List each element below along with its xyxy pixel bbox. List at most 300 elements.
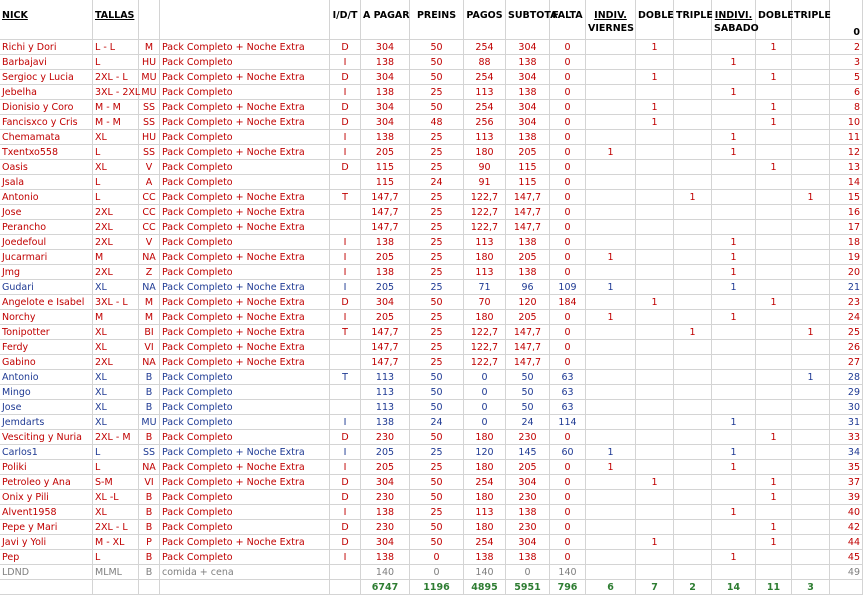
cell-n[interactable]: 34 xyxy=(830,445,863,460)
cell-pack[interactable]: Pack Completo + Noche Extra xyxy=(160,250,330,265)
cell-ts[interactable] xyxy=(792,445,830,460)
cell-iv[interactable] xyxy=(586,100,636,115)
cell-pack[interactable]: Pack Completo + Noche Extra xyxy=(160,445,330,460)
cell-n[interactable]: 16 xyxy=(830,205,863,220)
cell-preins[interactable]: 25 xyxy=(410,310,464,325)
cell-pack[interactable]: Pack Completo xyxy=(160,160,330,175)
cell-subtota[interactable]: 50 xyxy=(506,400,550,415)
cell-idt[interactable]: I xyxy=(330,505,361,520)
cell-nick[interactable]: Javi y Yoli xyxy=(0,535,93,550)
cell-falta[interactable]: 0 xyxy=(550,430,586,445)
cell-idt[interactable]: D xyxy=(330,535,361,550)
cell-tv[interactable] xyxy=(674,520,712,535)
cell-falta[interactable]: 0 xyxy=(550,160,586,175)
cell-pack[interactable]: Pack Completo xyxy=(160,85,330,100)
cell-iv[interactable] xyxy=(586,475,636,490)
cell-idt[interactable]: I xyxy=(330,550,361,565)
cell-is[interactable]: 1 xyxy=(712,550,756,565)
cell-n[interactable]: 24 xyxy=(830,310,863,325)
cell-pagos[interactable]: 0 xyxy=(464,370,506,385)
cell-preins[interactable]: 25 xyxy=(410,250,464,265)
cell-is[interactable]: 1 xyxy=(712,250,756,265)
cell-n[interactable]: 3 xyxy=(830,55,863,70)
cell-nick[interactable]: Txentxo558 xyxy=(0,145,93,160)
cell-preins[interactable]: 50 xyxy=(410,520,464,535)
cell-preins[interactable]: 25 xyxy=(410,130,464,145)
cell-n[interactable]: 44 xyxy=(830,535,863,550)
cell-talla[interactable]: 2XL - L xyxy=(93,520,139,535)
cell-nick[interactable]: Norchy xyxy=(0,310,93,325)
cell-nick[interactable]: Pepe y Mari xyxy=(0,520,93,535)
cell-tv[interactable] xyxy=(674,205,712,220)
cell-n[interactable]: 27 xyxy=(830,355,863,370)
cell-is[interactable] xyxy=(712,535,756,550)
cell-subtota[interactable]: 138 xyxy=(506,130,550,145)
cell-talla[interactable]: 2XL xyxy=(93,220,139,235)
cell-pagos[interactable]: 180 xyxy=(464,460,506,475)
cell-ds[interactable] xyxy=(756,550,792,565)
cell-talla[interactable]: XL xyxy=(93,370,139,385)
cell-ds[interactable]: 1 xyxy=(756,430,792,445)
cell-pagos[interactable]: 254 xyxy=(464,475,506,490)
cell-idt[interactable]: I xyxy=(330,445,361,460)
cell-subtota[interactable]: 145 xyxy=(506,445,550,460)
cell-subtota[interactable]: 205 xyxy=(506,460,550,475)
cell-is[interactable] xyxy=(712,340,756,355)
cell-falta[interactable]: 63 xyxy=(550,400,586,415)
cell-pack[interactable]: Pack Completo xyxy=(160,175,330,190)
cell-dv[interactable] xyxy=(636,160,674,175)
cell-n[interactable]: 30 xyxy=(830,400,863,415)
cell-idt[interactable]: D xyxy=(330,100,361,115)
cell-falta[interactable]: 0 xyxy=(550,505,586,520)
cell-n[interactable]: 23 xyxy=(830,295,863,310)
cell-iv[interactable]: 1 xyxy=(586,145,636,160)
cell-apagar[interactable]: 304 xyxy=(361,535,410,550)
cell-nick[interactable]: Jebelha xyxy=(0,85,93,100)
cell-ts[interactable] xyxy=(792,220,830,235)
cell-apagar[interactable]: 113 xyxy=(361,385,410,400)
cell-c[interactable]: SS xyxy=(139,145,160,160)
cell-subtota[interactable]: 147,7 xyxy=(506,190,550,205)
cell-ds[interactable]: 1 xyxy=(756,475,792,490)
cell-c[interactable]: HU xyxy=(139,130,160,145)
cell-talla[interactable]: XL xyxy=(93,415,139,430)
cell-apagar[interactable]: 138 xyxy=(361,505,410,520)
cell-iv[interactable]: 1 xyxy=(586,445,636,460)
cell-subtota[interactable]: 50 xyxy=(506,370,550,385)
col-triple-viernes-header[interactable]: TRIPLE xyxy=(674,0,712,40)
cell-is[interactable]: 1 xyxy=(712,265,756,280)
cell-idt[interactable]: T xyxy=(330,190,361,205)
cell-dv[interactable]: 1 xyxy=(636,295,674,310)
cell-dv[interactable] xyxy=(636,550,674,565)
cell-n[interactable]: 40 xyxy=(830,505,863,520)
cell-ts[interactable] xyxy=(792,505,830,520)
cell-apagar[interactable]: 304 xyxy=(361,295,410,310)
cell-c[interactable]: B xyxy=(139,505,160,520)
cell-ds[interactable]: 1 xyxy=(756,40,792,55)
cell-subtota[interactable]: 138 xyxy=(506,550,550,565)
col-apagar-header[interactable]: A PAGAR xyxy=(361,0,410,40)
cell-subtota[interactable]: 147,7 xyxy=(506,220,550,235)
cell-tv[interactable] xyxy=(674,415,712,430)
cell-nick[interactable]: Joedefoul xyxy=(0,235,93,250)
cell-c[interactable]: B xyxy=(139,400,160,415)
cell-iv[interactable] xyxy=(586,40,636,55)
cell-is[interactable] xyxy=(712,100,756,115)
cell-ds[interactable] xyxy=(756,250,792,265)
cell-preins[interactable]: 50 xyxy=(410,295,464,310)
cell-falta[interactable]: 0 xyxy=(550,550,586,565)
cell-talla[interactable]: XL xyxy=(93,340,139,355)
cell-ds[interactable] xyxy=(756,130,792,145)
cell-ds[interactable]: 1 xyxy=(756,295,792,310)
cell-c[interactable]: SS xyxy=(139,115,160,130)
cell-dv[interactable] xyxy=(636,520,674,535)
cell-tv[interactable] xyxy=(674,460,712,475)
cell-nick[interactable]: Alvent1958 xyxy=(0,505,93,520)
cell-pagos[interactable]: 113 xyxy=(464,130,506,145)
cell-c[interactable]: NA xyxy=(139,250,160,265)
cell-idt[interactable]: T xyxy=(330,325,361,340)
cell-n[interactable]: 42 xyxy=(830,520,863,535)
cell-tv[interactable] xyxy=(674,85,712,100)
cell-apagar[interactable]: 304 xyxy=(361,100,410,115)
cell-falta[interactable]: 0 xyxy=(550,535,586,550)
cell-nick[interactable]: Onix y Pili xyxy=(0,490,93,505)
cell-nick[interactable]: Barbajavi xyxy=(0,55,93,70)
cell-talla[interactable]: XL xyxy=(93,130,139,145)
cell-pack[interactable]: Pack Completo + Noche Extra xyxy=(160,295,330,310)
cell-subtota[interactable]: 304 xyxy=(506,100,550,115)
cell-ds[interactable] xyxy=(756,325,792,340)
cell-iv[interactable] xyxy=(586,85,636,100)
cell-iv[interactable] xyxy=(586,505,636,520)
cell-subtota[interactable]: 304 xyxy=(506,40,550,55)
cell-iv[interactable] xyxy=(586,265,636,280)
cell-is[interactable] xyxy=(712,520,756,535)
cell-talla[interactable]: 2XL xyxy=(93,265,139,280)
cell-ds[interactable]: 1 xyxy=(756,70,792,85)
cell-ts[interactable] xyxy=(792,205,830,220)
cell-dv[interactable]: 1 xyxy=(636,475,674,490)
cell-apagar[interactable]: 147,7 xyxy=(361,205,410,220)
cell-pagos[interactable]: 180 xyxy=(464,490,506,505)
cell-subtota[interactable]: 147,7 xyxy=(506,325,550,340)
cell-falta[interactable]: 184 xyxy=(550,295,586,310)
cell-apagar[interactable]: 147,7 xyxy=(361,190,410,205)
cell-c[interactable]: MU xyxy=(139,70,160,85)
col-indiv-sabado-header[interactable] xyxy=(712,0,759,40)
total-is[interactable]: 14 xyxy=(712,580,756,595)
total-dv[interactable]: 7 xyxy=(636,580,674,595)
cell-nick[interactable]: Sergioc y Lucia xyxy=(0,70,93,85)
cell-is[interactable]: 1 xyxy=(712,85,756,100)
cell-iv[interactable] xyxy=(586,190,636,205)
cell-pack[interactable]: Pack Completo xyxy=(160,385,330,400)
cell-idt[interactable]: D xyxy=(330,295,361,310)
cell-pagos[interactable]: 254 xyxy=(464,535,506,550)
total-talla[interactable] xyxy=(93,580,139,595)
total-preins[interactable]: 1196 xyxy=(410,580,464,595)
cell-idt[interactable]: D xyxy=(330,70,361,85)
cell-ds[interactable]: 1 xyxy=(756,490,792,505)
cell-pack[interactable]: Pack Completo + Noche Extra xyxy=(160,100,330,115)
cell-ds[interactable] xyxy=(756,385,792,400)
cell-n[interactable]: 8 xyxy=(830,100,863,115)
cell-dv[interactable] xyxy=(636,400,674,415)
cell-tv[interactable] xyxy=(674,490,712,505)
cell-tv[interactable] xyxy=(674,160,712,175)
cell-n[interactable]: 6 xyxy=(830,85,863,100)
col-doble-viernes-header[interactable]: DOBLE xyxy=(636,0,674,40)
cell-idt[interactable]: I xyxy=(330,130,361,145)
cell-c[interactable]: A xyxy=(139,175,160,190)
cell-pack[interactable]: Pack Completo + Noche Extra xyxy=(160,460,330,475)
cell-is[interactable]: 1 xyxy=(712,55,756,70)
cell-apagar[interactable]: 138 xyxy=(361,130,410,145)
col-code-header[interactable] xyxy=(139,0,160,40)
cell-pagos[interactable]: 180 xyxy=(464,520,506,535)
total-n[interactable] xyxy=(830,580,863,595)
cell-pagos[interactable]: 113 xyxy=(464,265,506,280)
cell-nick[interactable]: Antonio xyxy=(0,190,93,205)
cell-dv[interactable] xyxy=(636,385,674,400)
cell-iv[interactable] xyxy=(586,205,636,220)
cell-falta[interactable]: 63 xyxy=(550,385,586,400)
cell-pagos[interactable]: 113 xyxy=(464,85,506,100)
cell-talla[interactable]: 2XL xyxy=(93,235,139,250)
cell-tv[interactable] xyxy=(674,475,712,490)
cell-c[interactable]: SS xyxy=(139,445,160,460)
cell-talla[interactable]: L xyxy=(93,55,139,70)
cell-preins[interactable]: 24 xyxy=(410,175,464,190)
cell-pagos[interactable]: 0 xyxy=(464,385,506,400)
cell-n[interactable]: 12 xyxy=(830,145,863,160)
cell-is[interactable]: 1 xyxy=(712,415,756,430)
cell-is[interactable] xyxy=(712,295,756,310)
cell-pagos[interactable]: 122,7 xyxy=(464,340,506,355)
cell-n[interactable]: 5 xyxy=(830,70,863,85)
cell-idt[interactable]: I xyxy=(330,280,361,295)
cell-subtota[interactable]: 205 xyxy=(506,250,550,265)
cell-is[interactable] xyxy=(712,430,756,445)
cell-subtota[interactable]: 138 xyxy=(506,85,550,100)
cell-ts[interactable] xyxy=(792,130,830,145)
cell-preins[interactable]: 25 xyxy=(410,280,464,295)
cell-apagar[interactable]: 138 xyxy=(361,550,410,565)
cell-apagar[interactable]: 140 xyxy=(361,565,410,580)
cell-falta[interactable]: 0 xyxy=(550,115,586,130)
cell-falta[interactable]: 109 xyxy=(550,280,586,295)
cell-preins[interactable]: 24 xyxy=(410,415,464,430)
cell-ts[interactable] xyxy=(792,85,830,100)
cell-ds[interactable]: 1 xyxy=(756,535,792,550)
cell-is[interactable]: 1 xyxy=(712,130,756,145)
cell-ds[interactable]: 1 xyxy=(756,100,792,115)
cell-ds[interactable] xyxy=(756,460,792,475)
cell-tv[interactable] xyxy=(674,550,712,565)
cell-preins[interactable]: 25 xyxy=(410,355,464,370)
cell-idt[interactable] xyxy=(330,205,361,220)
cell-iv[interactable] xyxy=(586,55,636,70)
cell-apagar[interactable]: 230 xyxy=(361,490,410,505)
cell-c[interactable]: B xyxy=(139,520,160,535)
cell-subtota[interactable]: 96 xyxy=(506,280,550,295)
cell-subtota[interactable]: 304 xyxy=(506,475,550,490)
cell-ds[interactable] xyxy=(756,85,792,100)
cell-pack[interactable]: Pack Completo + Noche Extra xyxy=(160,535,330,550)
cell-falta[interactable]: 0 xyxy=(550,70,586,85)
cell-preins[interactable]: 25 xyxy=(410,190,464,205)
cell-nick[interactable]: Tonipotter xyxy=(0,325,93,340)
cell-pack[interactable]: Pack Completo xyxy=(160,235,330,250)
cell-tv[interactable] xyxy=(674,265,712,280)
cell-ts[interactable] xyxy=(792,175,830,190)
cell-dv[interactable] xyxy=(636,460,674,475)
cell-n[interactable]: 19 xyxy=(830,250,863,265)
cell-tv[interactable] xyxy=(674,145,712,160)
col-preins-header[interactable]: PREINS xyxy=(410,0,464,40)
cell-iv[interactable] xyxy=(586,490,636,505)
cell-falta[interactable]: 0 xyxy=(550,475,586,490)
col-doble-sabado-header[interactable]: DOBLE xyxy=(756,0,792,40)
total-nick[interactable] xyxy=(0,580,93,595)
cell-idt[interactable] xyxy=(330,355,361,370)
cell-talla[interactable]: 2XL xyxy=(93,355,139,370)
cell-tv[interactable] xyxy=(674,70,712,85)
cell-pagos[interactable]: 180 xyxy=(464,430,506,445)
cell-falta[interactable]: 60 xyxy=(550,445,586,460)
total-tv[interactable]: 2 xyxy=(674,580,712,595)
cell-c[interactable]: M xyxy=(139,310,160,325)
cell-ts[interactable]: 1 xyxy=(792,190,830,205)
cell-ds[interactable] xyxy=(756,415,792,430)
cell-tv[interactable] xyxy=(674,445,712,460)
cell-ts[interactable] xyxy=(792,520,830,535)
cell-pack[interactable]: Pack Completo xyxy=(160,130,330,145)
cell-c[interactable]: CC xyxy=(139,205,160,220)
cell-preins[interactable]: 50 xyxy=(410,490,464,505)
cell-pagos[interactable]: 122,7 xyxy=(464,325,506,340)
cell-preins[interactable]: 25 xyxy=(410,445,464,460)
cell-ds[interactable]: 1 xyxy=(756,115,792,130)
total-iv[interactable]: 6 xyxy=(586,580,636,595)
cell-subtota[interactable]: 205 xyxy=(506,310,550,325)
cell-dv[interactable]: 1 xyxy=(636,535,674,550)
cell-pack[interactable]: Pack Completo + Noche Extra xyxy=(160,340,330,355)
cell-falta[interactable]: 0 xyxy=(550,205,586,220)
cell-nick[interactable]: Richi y Dori xyxy=(0,40,93,55)
cell-tv[interactable] xyxy=(674,175,712,190)
cell-pack[interactable]: Pack Completo xyxy=(160,490,330,505)
cell-talla[interactable]: XL xyxy=(93,400,139,415)
cell-talla[interactable]: L - L xyxy=(93,40,139,55)
cell-ds[interactable] xyxy=(756,190,792,205)
cell-pagos[interactable]: 140 xyxy=(464,565,506,580)
cell-dv[interactable] xyxy=(636,145,674,160)
cell-c[interactable]: V xyxy=(139,160,160,175)
cell-nick[interactable]: Jose xyxy=(0,205,93,220)
cell-talla[interactable]: 2XL xyxy=(93,205,139,220)
cell-dv[interactable] xyxy=(636,415,674,430)
cell-pack[interactable]: Pack Completo + Noche Extra xyxy=(160,355,330,370)
cell-is[interactable] xyxy=(712,325,756,340)
cell-preins[interactable]: 25 xyxy=(410,505,464,520)
cell-n[interactable]: 29 xyxy=(830,385,863,400)
cell-talla[interactable]: L xyxy=(93,190,139,205)
cell-iv[interactable] xyxy=(586,235,636,250)
cell-c[interactable]: Z xyxy=(139,265,160,280)
cell-talla[interactable]: 3XL - L xyxy=(93,295,139,310)
cell-n[interactable]: 35 xyxy=(830,460,863,475)
cell-falta[interactable]: 114 xyxy=(550,415,586,430)
cell-idt[interactable]: D xyxy=(330,115,361,130)
cell-nick[interactable]: Gabino xyxy=(0,355,93,370)
cell-ts[interactable] xyxy=(792,415,830,430)
cell-preins[interactable]: 50 xyxy=(410,430,464,445)
cell-pagos[interactable]: 122,7 xyxy=(464,355,506,370)
cell-nick[interactable]: Jucarmari xyxy=(0,250,93,265)
cell-ts[interactable] xyxy=(792,340,830,355)
cell-tv[interactable] xyxy=(674,55,712,70)
cell-c[interactable]: V xyxy=(139,235,160,250)
cell-n[interactable]: 13 xyxy=(830,160,863,175)
cell-apagar[interactable]: 147,7 xyxy=(361,220,410,235)
cell-talla[interactable]: 2XL - M xyxy=(93,430,139,445)
cell-talla[interactable]: M xyxy=(93,250,139,265)
cell-pagos[interactable]: 254 xyxy=(464,70,506,85)
total-falta[interactable]: 796 xyxy=(550,580,586,595)
cell-pagos[interactable]: 180 xyxy=(464,145,506,160)
cell-n[interactable]: 11 xyxy=(830,130,863,145)
cell-ds[interactable] xyxy=(756,235,792,250)
cell-is[interactable] xyxy=(712,475,756,490)
cell-ts[interactable] xyxy=(792,460,830,475)
cell-nick[interactable]: Perancho xyxy=(0,220,93,235)
cell-ts[interactable] xyxy=(792,115,830,130)
cell-subtota[interactable]: 115 xyxy=(506,160,550,175)
cell-idt[interactable]: I xyxy=(330,145,361,160)
cell-preins[interactable]: 50 xyxy=(410,475,464,490)
cell-apagar[interactable]: 205 xyxy=(361,310,410,325)
cell-ts[interactable] xyxy=(792,265,830,280)
cell-idt[interactable] xyxy=(330,400,361,415)
cell-iv[interactable] xyxy=(586,160,636,175)
cell-pagos[interactable]: 113 xyxy=(464,235,506,250)
cell-subtota[interactable]: 147,7 xyxy=(506,355,550,370)
cell-tv[interactable] xyxy=(674,295,712,310)
cell-subtota[interactable]: 147,7 xyxy=(506,205,550,220)
cell-pack[interactable]: Pack Completo + Noche Extra xyxy=(160,325,330,340)
cell-apagar[interactable]: 138 xyxy=(361,265,410,280)
cell-pagos[interactable]: 138 xyxy=(464,550,506,565)
cell-c[interactable]: VI xyxy=(139,340,160,355)
cell-ds[interactable] xyxy=(756,220,792,235)
cell-ts[interactable] xyxy=(792,295,830,310)
cell-apagar[interactable]: 115 xyxy=(361,175,410,190)
total-ts[interactable]: 3 xyxy=(792,580,830,595)
cell-tv[interactable] xyxy=(674,130,712,145)
cell-idt[interactable]: D xyxy=(330,475,361,490)
cell-nick[interactable]: Oasis xyxy=(0,160,93,175)
cell-preins[interactable]: 25 xyxy=(410,265,464,280)
cell-c[interactable]: NA xyxy=(139,460,160,475)
cell-tv[interactable]: 1 xyxy=(674,325,712,340)
cell-is[interactable] xyxy=(712,385,756,400)
cell-talla[interactable]: L xyxy=(93,445,139,460)
